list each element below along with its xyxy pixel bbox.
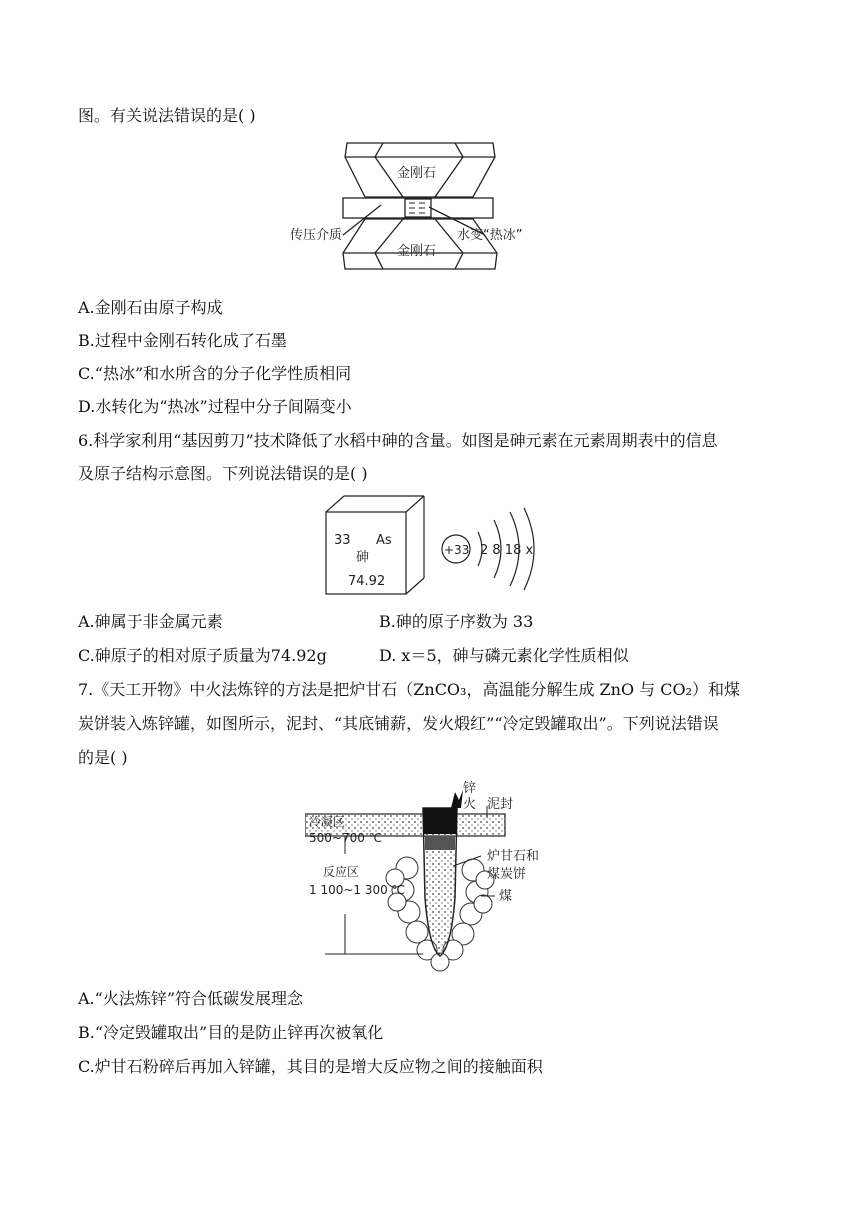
medium-label: 传压介质	[290, 228, 343, 243]
fire-label: 火	[463, 797, 477, 812]
q7-option-b: B.“冷定毁罐取出”目的是防止锌再次被氧化	[78, 1023, 384, 1042]
q5-option-b: B.过程中金刚石转化成了石墨	[78, 331, 287, 350]
condense-zone-label: 冷凝区	[309, 815, 346, 829]
nucleus-charge: +33	[444, 543, 470, 557]
q6-stem-line2: 及原子结构示意图。下列说法错误的是( )	[78, 464, 368, 483]
bottom-diamond-label: 金刚石	[397, 244, 437, 259]
q5-option-d: D.水转化为“热冰”过程中分子间隔变小	[78, 397, 352, 416]
q6-option-b: B.砷的原子序数为 33	[379, 612, 534, 631]
arsenic-figure	[318, 494, 558, 600]
q6-option-c: C.砷原子的相对原子质量为74.92g	[78, 646, 327, 665]
q7-stem-line3: 的是( )	[78, 748, 128, 767]
reaction-zone-label: 反应区	[323, 865, 360, 879]
q6-option-d: D. x＝5，砷与磷元素化学性质相似	[379, 646, 629, 665]
coal-label: 煤	[499, 889, 513, 904]
reaction-temp-label: 1 100~1 300 ℃	[309, 883, 406, 897]
diamond-anvil-figure	[285, 135, 525, 295]
top-diamond-label: 金刚石	[397, 166, 437, 181]
condense-temp-label: 500~700 ℃	[309, 831, 383, 845]
atomic-number: 33	[334, 533, 351, 548]
q5-option-a: A.金刚石由原子构成	[78, 298, 223, 317]
q7-option-c: C.炉甘石粉碎后再加入锌罐，其目的是增大反应物之间的接触面积	[78, 1057, 543, 1076]
q6-stem-line1: 6.科学家利用“基因剪刀”技术降低了水稻中砷的含量。如图是砷元素在元素周期表中的信息	[78, 431, 718, 450]
q5-option-c: C.“热冰”和水所含的分子化学性质相同	[78, 364, 352, 383]
electron-shells: 2 8 18 x	[480, 543, 534, 558]
ore-label-1: 炉甘石和	[487, 849, 540, 864]
q6-option-a: A.砷属于非金属元素	[78, 612, 223, 631]
q7-option-a: A.“火法炼锌”符合低碳发展理念	[78, 989, 304, 1008]
element-symbol: As	[376, 533, 392, 548]
q7-stem-line1: 7.《天工开物》中火法炼锌的方法是把炉甘石（ZnCO₃，高温能分解生成 ZnO 与 CO₂）和煤	[78, 680, 741, 699]
ore-label-2: 煤炭饼	[487, 867, 527, 882]
zinc-retort-figure	[305, 778, 565, 976]
hot-ice-label: 水变“热冰”	[457, 228, 523, 243]
seal-label: 泥封	[487, 797, 514, 812]
element-name: 砷	[356, 550, 370, 565]
zinc-label: 锌	[463, 781, 477, 796]
intro-line: 图。有关说法错误的是( )	[78, 106, 256, 125]
q7-stem-line2: 炭饼装入炼锌罐，如图所示，泥封、“其底铺薪，发火煅红”“冷定毁罐取出”。下列说法错误	[78, 714, 719, 733]
atomic-mass: 74.92	[348, 574, 386, 589]
